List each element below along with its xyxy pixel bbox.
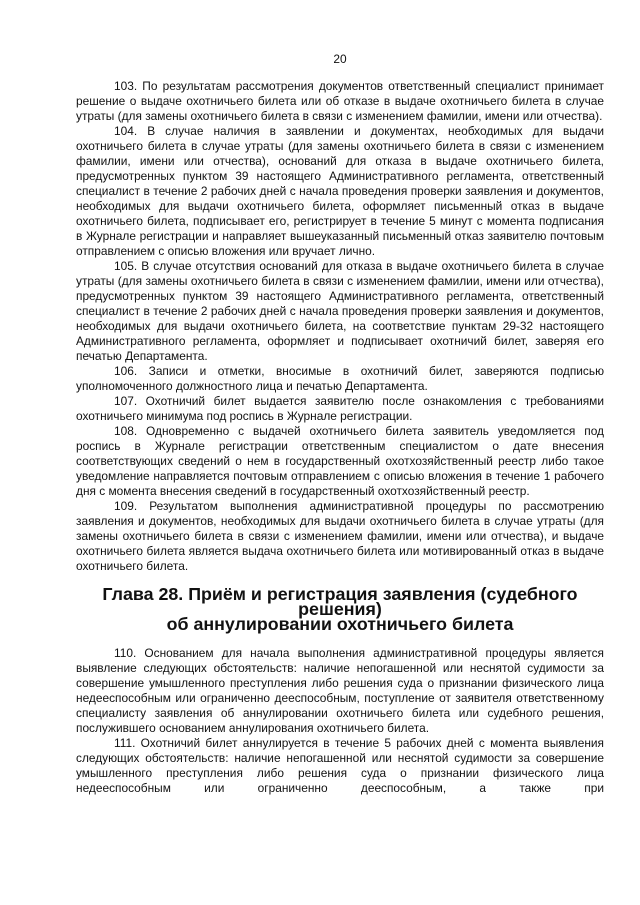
page-number: 20 (333, 52, 347, 66)
paragraph-103: 103. По результатам рассмотрения документов ответственный специалист принимает решение о выдаче охотничьего билета или об отказе в выдаче охотничьего билета в случае утраты (для замены охотничьего билета в связи с изменением фамилии, имени или отчества). (76, 79, 604, 123)
chapter-heading-line-2: об аннулировании охотничьего билета (166, 614, 514, 634)
paragraph-109: 109. Результатом выполнения административной процедуры по рассмотрению заявления и документов, необходимых для выдачи охотничьего билета в случае утраты (для замены охотничьего билета в связи с изменением фамилии, имени или отчества), и выдаче охотничьего билета является выдача охотничьего билета или мотивированный отказ в выдаче охотничьего билета. (76, 499, 604, 573)
paragraph-105: 105. В случае отсутствия оснований для отказа в выдаче охотничьего билета в случае утраты (для замены охотничьего билета в связи с изменением фамилии, имени или отчества), предусмотренных пунктом 39 настоящего Административного регламента, ответственный специалист в течение 2 рабочих дней с начала проведения проверки заявления и документов, необходимых для выдачи охотничьего билета, на соответствие пунктам 29-32 настоящего Административного регламента, оформляет и подписывает охотничий билет, заверяя его печатью Департамента. (76, 259, 604, 363)
paragraph-106: 106. Записи и отметки, вносимые в охотничий билет, заверяются подписью уполномоченного должностного лица и печатью Департамента. (76, 364, 604, 393)
chapter-heading-line-1: Глава 28. Приём и регистрация заявления (судебного решения) (102, 584, 578, 619)
paragraph-107: 107. Охотничий билет выдается заявителю после ознакомления с требованиями охотничьего минимума под роспись в Журнале регистрации. (76, 394, 604, 423)
paragraph-104: 104. В случае наличия в заявлении и документах, необходимых для выдачи охотничьего билета в случае утраты (для замены охотничьего билета в связи с изменением фамилии, имени или отчества), оснований для отказа в выдаче охотничьего билета, предусмотренных пунктом 39 настоящего Административного регламента, ответственный специалист в течение 2 рабочих дней с начала проведения проверки заявления и документов, необходимых для выдачи охотничьего билета, оформляет письменный отказ в выдаче охотничьего билета, подписывает его, регистрирует в течение 5 минут с момента подписания в Журнале регистрации и направляет вышеуказанный письменный отказ заявителю почтовым отправлением с описью вложения или вручает лично. (76, 124, 604, 258)
document-page (76, 52, 604, 796)
chapter-heading (76, 584, 604, 634)
paragraph-110: 110. Основанием для начала выполнения административной процедуры является выявление следующих обстоятельств: наличие непогашенной или неснятой судимости за совершение умышленного преступления либо решения суда о признании физического лица недееспособным или ограниченно дееспособным, поступление от заявителя ответственному специалисту заявления об аннулировании охотничьего билета или судебного решения, послужившего основанием аннулирования охотничьего билета. (76, 646, 604, 735)
paragraph-111: 111. Охотничий билет аннулируется в течение 5 рабочих дней с момента выявления следующих обстоятельств: наличие непогашенной или неснятой судимости за совершение умышленного преступления либо решения суда о признании физического лица недееспособным или ограниченно дееспособным, а также при (76, 736, 604, 795)
paragraph-108: 108. Одновременно с выдачей охотничьего билета заявитель уведомляется под роспись в Журнале регистрации ответственным специалистом о дате внесения соответствующих сведений о нем в государственный охотхозяйственный реестр либо такое уведомление направляется почтовым отправлением с описью вложения в течение 1 рабочего дня с момента внесения сведений в государственный охотхозяйственный реестр. (76, 424, 604, 498)
